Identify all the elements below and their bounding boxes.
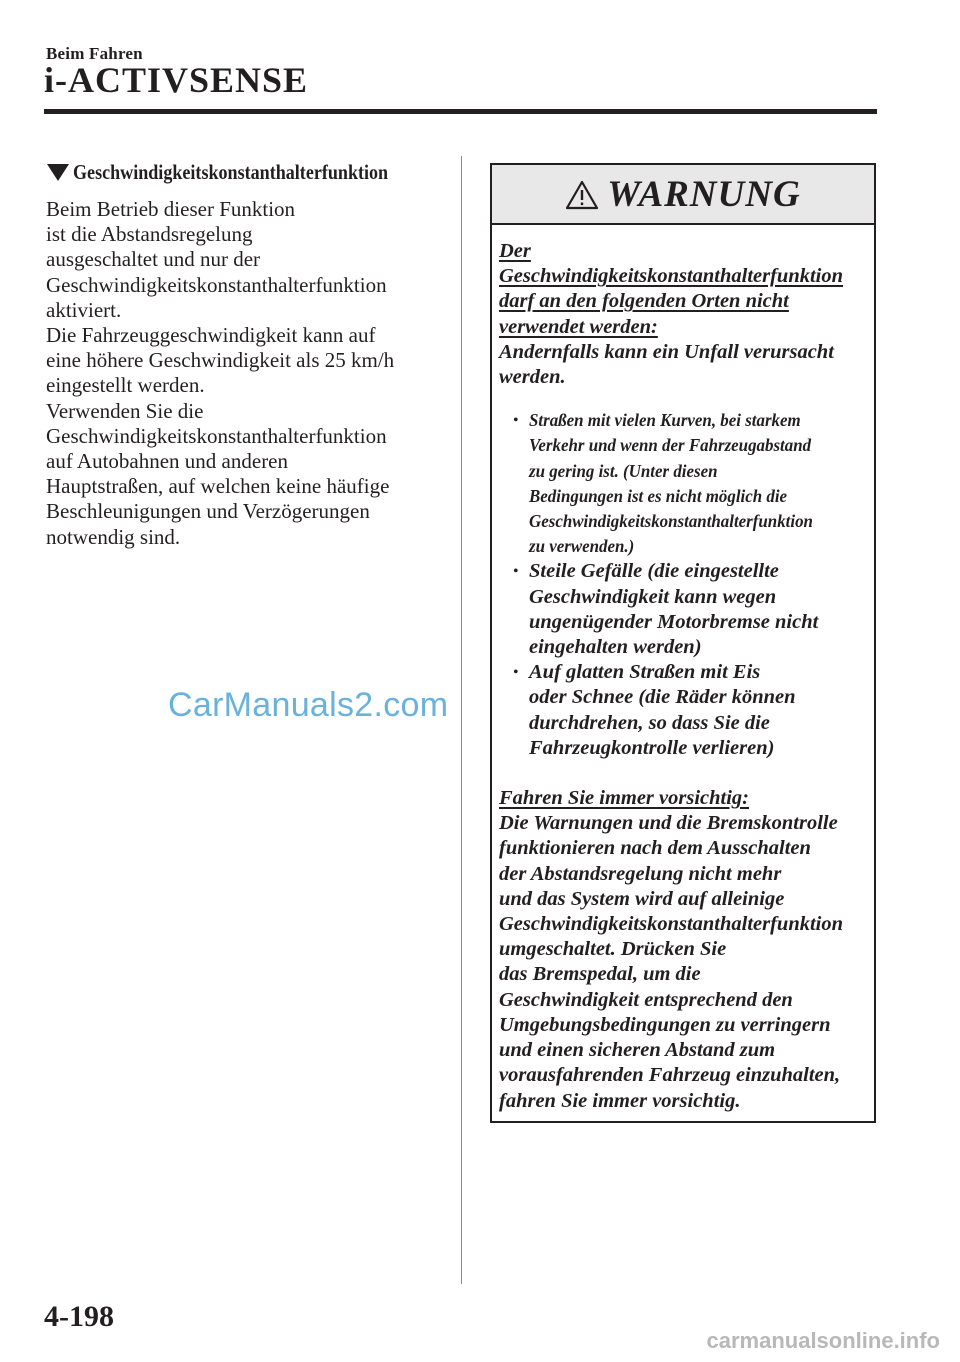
text-line: eingehalten werden) [529,636,702,659]
left-column [46,160,446,550]
text-line: funktionieren nach dem Ausschalten [499,837,811,860]
text-line: Geschwindigkeitskonstanthalterfunktion [499,265,844,288]
text-line: Bedingungen ist es nicht möglich die [529,485,788,506]
text-line: ungenügender Motorbremse nicht [529,610,819,633]
warning-triangle-icon [565,180,599,210]
text-line: Der [499,240,531,262]
text-line: Umgebungsbedingungen zu verringern [499,1013,831,1036]
closing-heading: Fahren Sie immer vorsichtig: [499,787,750,810]
text-line: notwendig sind. [46,524,181,549]
warning-intro [499,239,874,390]
text-line: ist die Abstandsregelung [46,222,253,247]
list-item [499,660,874,761]
text-line: Die Fahrzeuggeschwindigkeit kann auf [46,323,376,348]
text-line: ausgeschaltet und nur der [46,247,261,272]
text-line: eine höhere Geschwindigkeit als 25 km/h [46,348,395,373]
text-line: Geschwindigkeit entsprechend den [499,988,793,1011]
body-paragraph-1 [46,197,446,323]
body-paragraph-3 [46,399,446,550]
text-line: umgeschaltet. Drücken Sie [499,938,727,961]
text-line: Beim Betrieb dieser Funktion [46,197,296,221]
warning-body [492,225,874,1114]
text-line: Geschwindigkeitskonstanthalterfunktion [46,423,387,448]
text-line: Die Warnungen und die Bremskontrolle [499,812,838,835]
warning-list [499,408,874,761]
subsection-heading [46,160,446,185]
text-line: Auf glatten Straßen mit Eis [529,661,761,684]
list-item [499,559,874,660]
text-line: durchdrehen, so dass Sie die [529,711,770,734]
text-line: Hauptstraßen, auf welchen keine häufige [46,474,390,499]
text-line: Andernfalls kann ein Unfall verursacht [499,340,834,363]
text-line: Geschwindigkeitskonstanthalterfunktion [46,272,387,297]
text-line: und das System wird auf alleinige [499,887,785,910]
text-line: das Bremspedal, um die [499,963,701,986]
text-line: Verwenden Sie die [46,398,204,423]
text-line: auf Autobahnen und anderen [46,449,289,474]
text-line: Geschwindigkeitskonstanthalterfunktion [529,511,813,532]
column-divider [461,156,462,1284]
text-line: und einen sicheren Abstand zum [499,1039,776,1062]
bullet-icon: • [513,412,519,430]
body-paragraph-2 [46,323,446,399]
footer-watermark: carmanualsonline.info [706,1328,940,1353]
text-line: Geschwindigkeitskonstanthalterfunktion [499,913,844,936]
text-line: der Abstandsregelung nicht mehr [499,862,782,885]
section-label: Beim Fahren [46,44,143,63]
subsection-heading-text: Geschwindigkeitskonstanthalterfunktion [73,160,389,184]
chapter-title: i-ACTIVSENSE [44,60,309,100]
text-line: eingestellt werden. [46,373,205,398]
warning-box [490,163,876,1123]
text-line: werden. [499,366,566,389]
text-line: Straßen mit vielen Kurven, bei starkem [529,410,801,431]
text-line: Verkehr und wenn der Fahrzeugabstand [529,435,812,456]
text-line: Steile Gefälle (die eingestellte [529,560,779,583]
triangle-down-icon [47,164,69,181]
page-number: 4-198 [44,1300,114,1333]
header-rule [44,109,877,114]
text-line: Beschleunigungen und Verzögerungen [46,499,370,524]
list-item [499,408,874,559]
text-line: verwendet werden: [499,315,658,338]
text-line: zu verwenden.) [529,536,635,557]
watermark-link: CarManuals2.com [168,686,449,724]
text-line: zu gering ist. (Unter diesen [529,460,718,481]
text-line: Geschwindigkeit kann wegen [529,585,777,608]
text-line: fahren Sie immer vorsichtig. [499,1089,741,1112]
text-line: aktiviert. [46,297,122,322]
text-line: Fahrzeugkontrolle verlieren) [529,736,775,759]
bullet-icon: • [513,563,519,581]
warning-title: WARNUNG [607,173,801,215]
warning-closing [499,786,874,1114]
text-line: vorausfahrenden Fahrzeug einzuhalten, [499,1064,841,1087]
warning-header [492,165,874,225]
text-line: darf an den folgenden Orten nicht [499,290,789,313]
text-line: oder Schnee (die Räder können [529,686,796,709]
bullet-icon: • [513,664,519,682]
